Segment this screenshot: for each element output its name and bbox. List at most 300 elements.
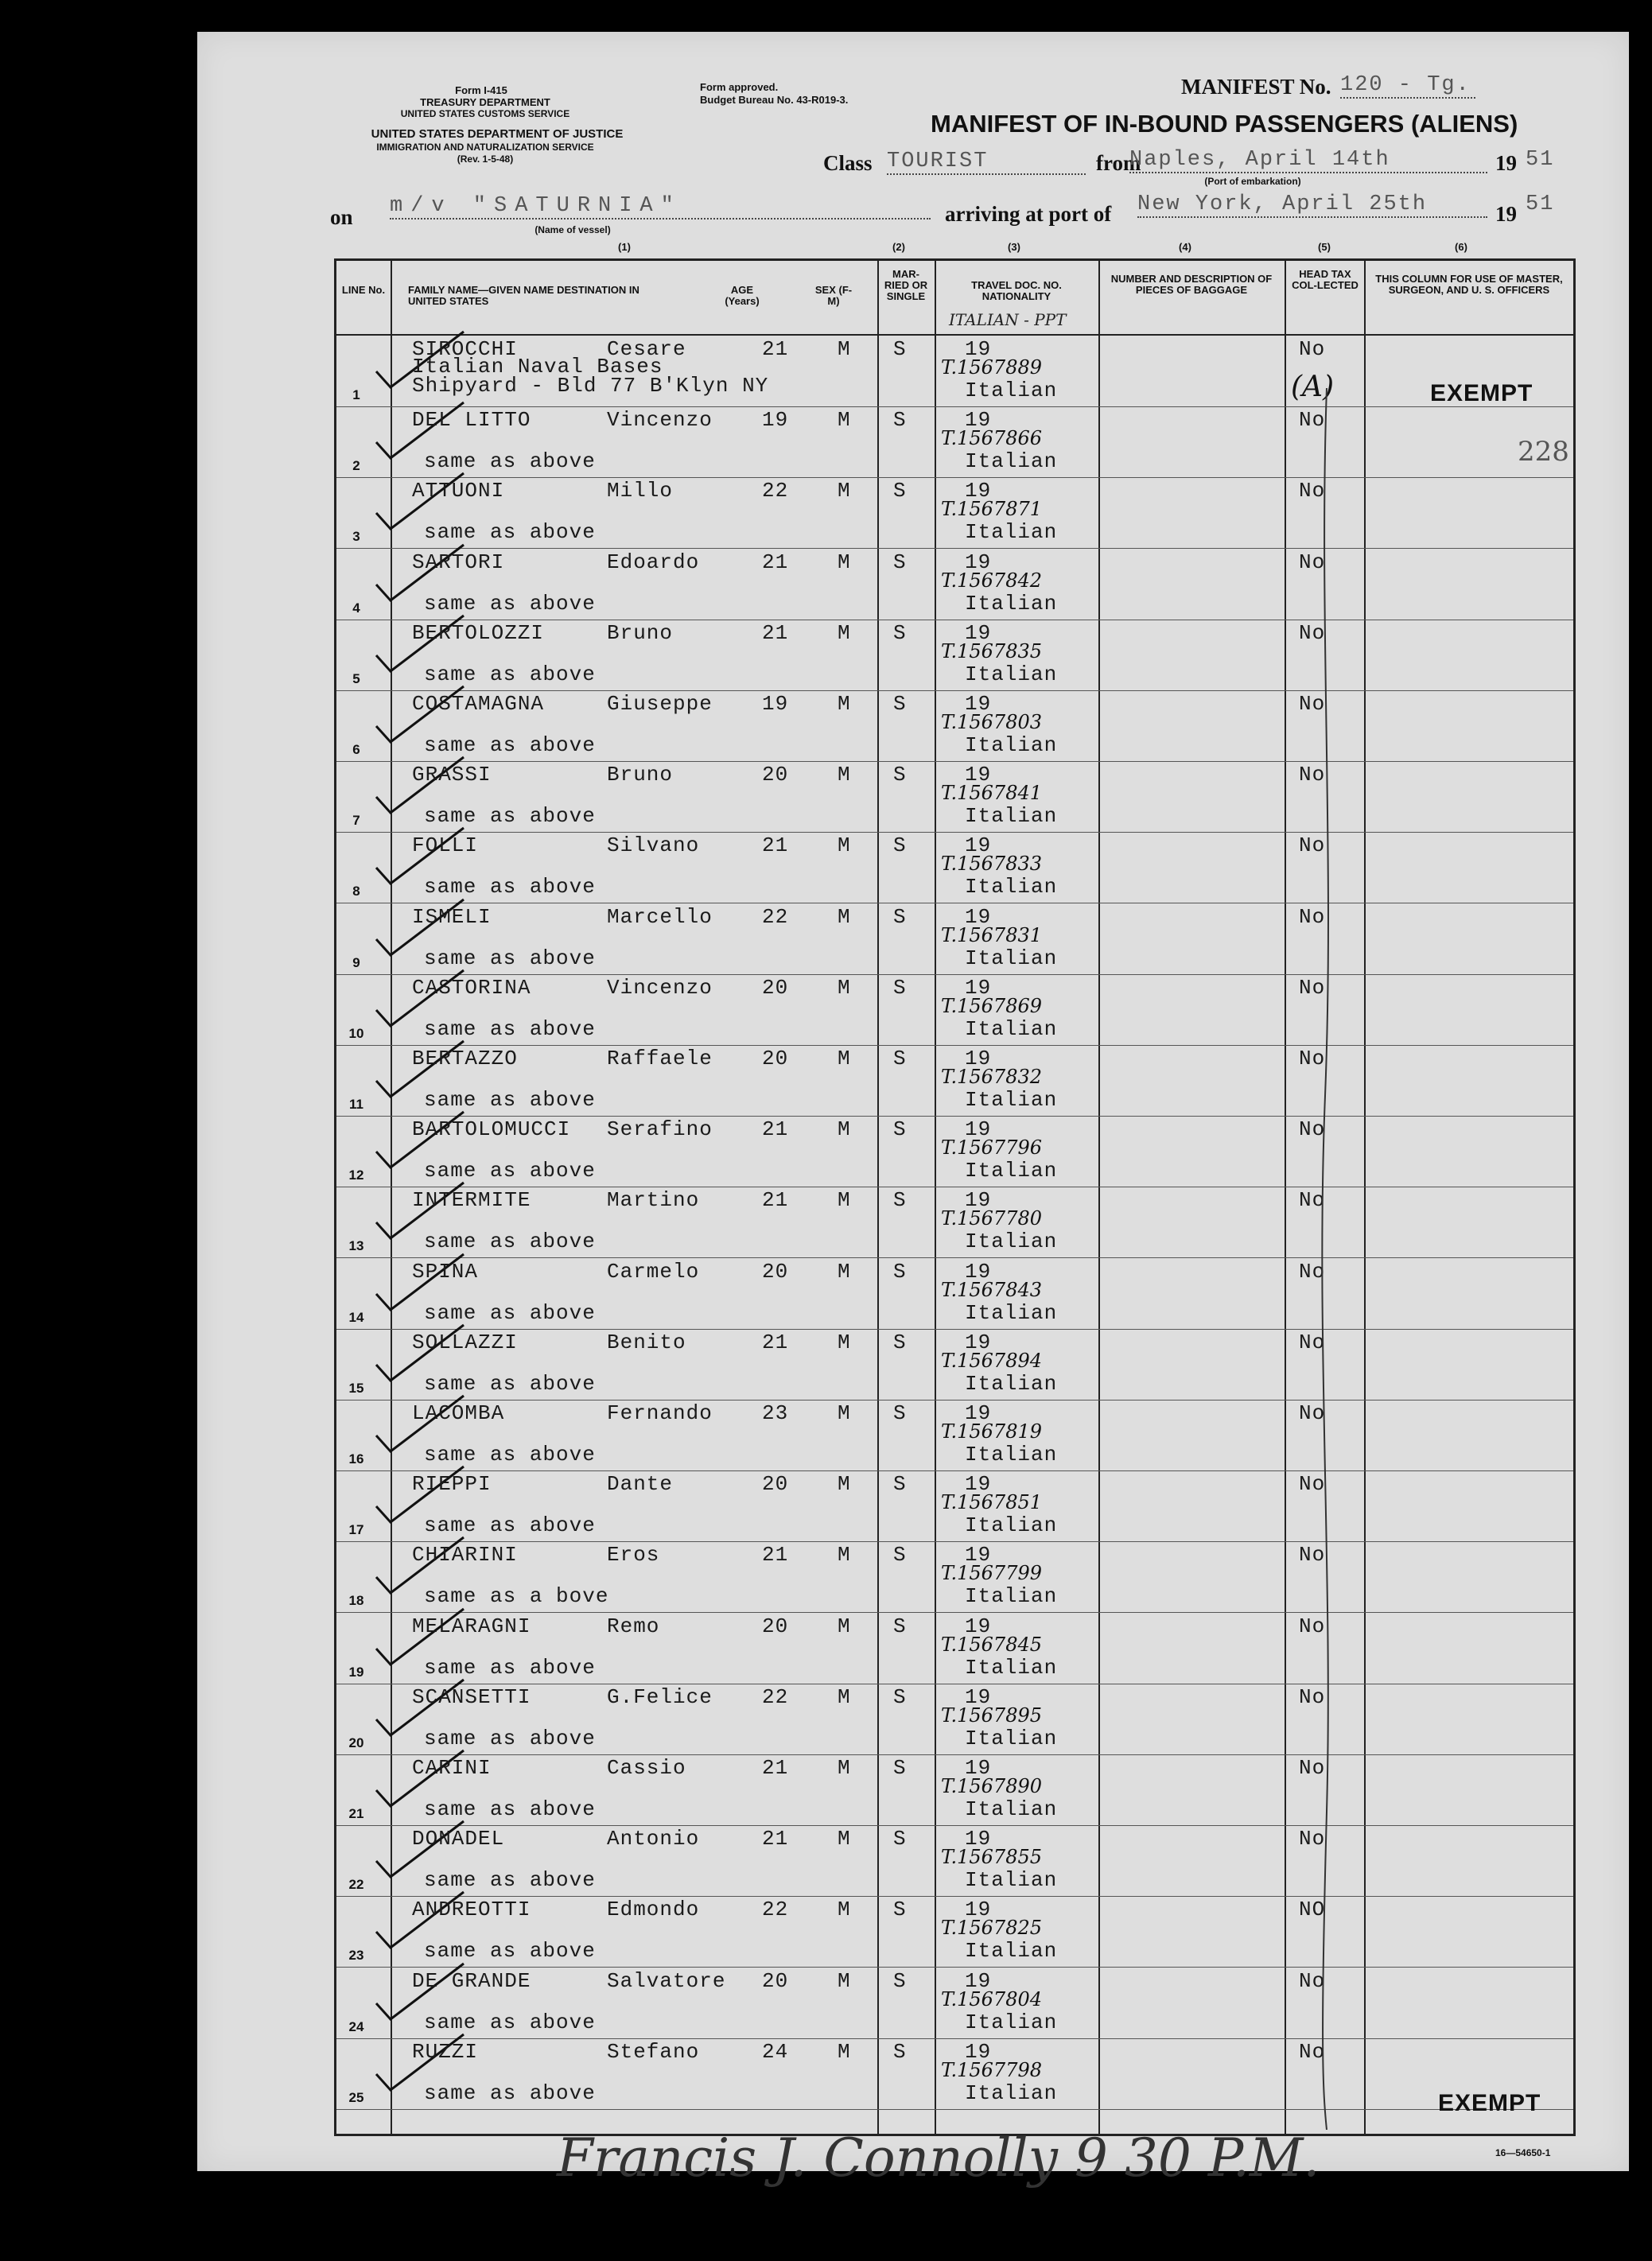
destination: Italian Naval Bases (412, 355, 663, 379)
nationality: Italian (965, 1300, 1058, 1325)
destination: same as above (424, 1939, 596, 1964)
given-name: G.Felice (607, 1684, 713, 1709)
line-number: 13 (348, 1238, 364, 1254)
marital-status: S (893, 1684, 907, 1709)
given-name: Millo (607, 479, 674, 503)
head-tax: No (1299, 620, 1326, 645)
marital-status: S (893, 408, 907, 433)
visa-year: 19 (965, 1614, 992, 1638)
surname: GRASSI (412, 763, 492, 787)
sex: M (838, 1898, 851, 1922)
surname: FOLLI (412, 833, 479, 858)
form-code: 16—54650-1 (1495, 2147, 1551, 2158)
head-tax: No (1299, 1047, 1326, 1070)
destination: same as a bove (424, 1584, 609, 1609)
head-tax: No (1299, 1756, 1326, 1780)
line-number: 16 (348, 1451, 364, 1467)
given-name: Silvano (607, 833, 700, 858)
nationality: Italian (965, 1584, 1058, 1609)
sex: M (838, 1117, 851, 1142)
head-tax: No (1299, 763, 1326, 787)
destination: same as above (424, 1300, 596, 1325)
col-number-2: (2) (892, 241, 905, 253)
head-tax: No (1299, 1614, 1326, 1638)
sex: M (838, 975, 851, 1000)
visa-year: 19 (965, 763, 992, 787)
table-row (336, 974, 1573, 1046)
surname: SARTORI (412, 550, 505, 574)
age: 20 (762, 1047, 789, 1070)
age: 20 (762, 763, 789, 787)
destination: same as above (424, 662, 596, 686)
marital-status: S (893, 1117, 907, 1142)
nationality: Italian (965, 875, 1058, 899)
given-name: Carmelo (607, 1259, 700, 1284)
on-label: on (330, 205, 353, 229)
table-row (336, 1541, 1573, 1613)
nationality: Italian (965, 591, 1058, 616)
surname: DEL LITTO (412, 408, 531, 433)
given-name: Fernando (607, 1401, 713, 1425)
passport-number: T.1567831 (941, 923, 1042, 946)
header-name: FAMILY NAME—GIVEN NAME DESTINATION IN UNITED STATES (408, 284, 639, 307)
destination: same as above (424, 804, 596, 829)
given-name: Cassio (607, 1756, 686, 1780)
destination: same as above (424, 1726, 596, 1750)
table-row (336, 1187, 1573, 1258)
line-number: 8 (352, 884, 360, 899)
table-row (336, 1754, 1573, 1826)
visa-year: 19 (965, 1188, 992, 1213)
budget-bureau: Budget Bureau No. 43-R019-3. (700, 94, 849, 106)
header-sex: SEX (F-M) (814, 284, 853, 307)
age: 21 (762, 833, 789, 858)
age: 20 (762, 1614, 789, 1638)
table-row (336, 1470, 1573, 1542)
surname: DE GRANDE (412, 1968, 531, 1993)
line-number: 11 (349, 1097, 363, 1112)
head-tax: No (1299, 1188, 1326, 1213)
header-head-tax: HEAD TAX COL-LECTED (1292, 268, 1359, 291)
marital-status: S (893, 620, 907, 645)
passenger-table (334, 258, 1576, 2136)
destination-line-2: Shipyard - Bld 77 B'Klyn NY (412, 374, 769, 398)
head-tax: No (1299, 1259, 1326, 1284)
passport-number: T.1567894 (941, 1349, 1042, 1372)
marital-status: S (893, 1898, 907, 1922)
from-label: from (1096, 151, 1141, 175)
vessel-caption: (Name of vessel) (534, 224, 611, 235)
destination: same as above (424, 875, 596, 899)
surname: CARINI (412, 1756, 492, 1780)
visa-year: 19 (965, 1684, 992, 1709)
nationality: Italian (965, 1088, 1058, 1112)
destination: same as above (424, 2010, 596, 2034)
sex: M (838, 1472, 851, 1497)
line-number: 17 (348, 1522, 364, 1538)
head-tax: No (1299, 479, 1326, 503)
surname: SCANSETTI (412, 1684, 531, 1709)
nationality: Italian (965, 1726, 1058, 1750)
given-name: Vincenzo (607, 408, 713, 433)
year-1: 51 (1526, 148, 1555, 172)
line-number: 14 (348, 1309, 364, 1325)
sex: M (838, 1756, 851, 1780)
header-baggage: NUMBER AND DESCRIPTION OF PIECES OF BAGGAGE (1110, 273, 1273, 296)
table-row (336, 1613, 1573, 1684)
table-row (336, 1684, 1573, 1755)
head-tax: No (1299, 975, 1326, 1000)
header-officers: THIS COLUMN FOR USE OF MASTER, SURGEON, AND U. S. OFFICERS (1375, 273, 1563, 296)
table-row (336, 1258, 1573, 1330)
nationality: Italian (965, 1371, 1058, 1396)
age: 24 (762, 2039, 789, 2064)
line-number: 19 (348, 1664, 364, 1680)
head-tax: No (1299, 1401, 1326, 1425)
given-name: Antonio (607, 1827, 700, 1851)
destination: same as above (424, 1159, 596, 1183)
marital-status: S (893, 1756, 907, 1780)
head-tax: NO (1299, 1898, 1326, 1922)
given-name: Benito (607, 1330, 686, 1354)
passport-number: T.1567780 (941, 1207, 1042, 1230)
form-approved: Form approved. (700, 81, 779, 93)
age: 21 (762, 1117, 789, 1142)
visa-year: 19 (965, 904, 992, 929)
destination: same as above (424, 520, 596, 545)
passport-number: T.1567796 (941, 1136, 1042, 1160)
col-number-6: (6) (1455, 241, 1467, 253)
line-number: 24 (348, 2018, 364, 2034)
nationality: Italian (965, 946, 1058, 970)
arriving-label: arriving at port of (945, 202, 1112, 226)
age: 20 (762, 1968, 789, 1993)
line-number: 3 (352, 529, 360, 545)
head-tax: No (1299, 408, 1326, 433)
number-228: 228 (1518, 436, 1569, 468)
nationality: Italian (965, 2010, 1058, 2034)
visa-year: 19 (965, 1472, 992, 1497)
given-name: Bruno (607, 620, 674, 645)
nationality: Italian (965, 662, 1058, 686)
age: 19 (762, 408, 789, 433)
nationality: Italian (965, 1016, 1058, 1041)
table-row (336, 1896, 1573, 1968)
head-tax: No (1299, 1968, 1326, 1993)
passport-number: T.1567799 (941, 1562, 1042, 1585)
table-row (336, 2038, 1573, 2110)
immigration-service: IMMIGRATION AND NATURALIZATION SERVICE (376, 142, 594, 153)
table-row (336, 832, 1573, 903)
marital-status: S (893, 1472, 907, 1497)
col-number-3: (3) (1008, 241, 1020, 253)
surname: ISMELI (412, 904, 492, 929)
head-tax: No (1299, 1827, 1326, 1851)
line-number: 1 (352, 387, 360, 402)
head-tax: No (1299, 692, 1326, 716)
age: 22 (762, 904, 789, 929)
visa-year: 19 (965, 620, 992, 645)
table-row (336, 1400, 1573, 1471)
sex: M (838, 1401, 851, 1425)
marital-status: S (893, 1543, 907, 1568)
age: 22 (762, 1898, 789, 1922)
given-name: Dante (607, 1472, 674, 1497)
marital-status: S (893, 2039, 907, 2064)
sex: M (838, 337, 851, 361)
line-number: 6 (352, 742, 360, 757)
visa-year: 19 (965, 479, 992, 503)
sex: M (838, 620, 851, 645)
marital-status: S (893, 550, 907, 574)
passport-number: T.1567871 (941, 498, 1042, 521)
passport-number: T.1567833 (941, 853, 1042, 876)
nationality: Italian (965, 804, 1058, 829)
table-row (336, 1045, 1573, 1117)
given-name: Giuseppe (607, 692, 713, 716)
visa-year: 19 (965, 1047, 992, 1070)
passport-number: T.1567798 (941, 2058, 1042, 2081)
passport-number: T.1567866 (941, 427, 1042, 450)
age: 21 (762, 1756, 789, 1780)
header-married: MAR-RIED OR SINGLE (884, 268, 928, 302)
age: 21 (762, 620, 789, 645)
surname: RUZZI (412, 2039, 479, 2064)
visa-year: 19 (965, 692, 992, 716)
nationality: Italian (965, 1159, 1058, 1183)
header-line-no: LINE No. (341, 284, 386, 296)
table-row (336, 336, 1573, 407)
head-tax: No (1299, 904, 1326, 929)
year-prefix-2: 19 (1495, 202, 1517, 226)
col-number-1: (1) (618, 241, 631, 253)
marital-status: S (893, 1047, 907, 1070)
given-name: Cesare (607, 337, 686, 361)
exempt-stamp-top: EXEMPT (1430, 380, 1533, 406)
destination: same as above (424, 733, 596, 757)
passport-number: T.1567832 (941, 1066, 1042, 1088)
marital-status: S (893, 1401, 907, 1425)
surname: CHIARINI (412, 1543, 518, 1568)
table-row (336, 1329, 1573, 1400)
age: 21 (762, 1188, 789, 1213)
form-number: Form I-415 (455, 84, 507, 96)
passport-number: T.1567835 (941, 639, 1042, 662)
sex: M (838, 1188, 851, 1213)
marital-status: S (893, 1614, 907, 1638)
port-of-embarkation: Naples, April 14th (1129, 148, 1487, 173)
age: 20 (762, 1472, 789, 1497)
visa-year: 19 (965, 1898, 992, 1922)
age: 22 (762, 1684, 789, 1709)
passport-number: T.1567842 (941, 569, 1042, 592)
sex: M (838, 1827, 851, 1851)
surname: SPINA (412, 1259, 479, 1284)
customs-service: UNITED STATES CUSTOMS SERVICE (400, 108, 570, 119)
given-name: Martino (607, 1188, 700, 1213)
sex: M (838, 1684, 851, 1709)
surname: ATTUONI (412, 479, 505, 503)
passport-number: T.1567841 (941, 782, 1042, 805)
marital-status: S (893, 1259, 907, 1284)
marital-status: S (893, 1188, 907, 1213)
arrival-port: New York, April 25th (1137, 192, 1487, 218)
marital-status: S (893, 337, 907, 361)
visa-year: 19 (965, 1827, 992, 1851)
head-tax: No (1299, 833, 1326, 858)
manifest-label: MANIFEST No. (1181, 75, 1331, 99)
given-name: Edmondo (607, 1898, 700, 1922)
visa-year: 19 (965, 1330, 992, 1354)
marital-status: S (893, 1827, 907, 1851)
table-row (336, 1825, 1573, 1897)
form-revision: (Rev. 1-5-48) (457, 153, 514, 165)
line-number: 21 (348, 1806, 364, 1821)
visa-year: 19 (965, 1543, 992, 1568)
sex: M (838, 550, 851, 574)
given-name: Edoardo (607, 550, 700, 574)
table-row (336, 903, 1573, 975)
visa-year: 19 (965, 1756, 992, 1780)
port-caption: (Port of embarkation) (1204, 176, 1301, 187)
age: 23 (762, 1401, 789, 1425)
surname: BARTOLOMUCCI (412, 1117, 571, 1142)
destination: same as above (424, 1016, 596, 1041)
table-row (336, 406, 1573, 478)
sex: M (838, 1259, 851, 1284)
head-tax: No (1299, 1117, 1326, 1142)
surname: DONADEL (412, 1827, 505, 1851)
passport-number: T.1567825 (941, 1917, 1042, 1940)
header-travel-doc: TRAVEL DOC. NO. NATIONALITY (971, 279, 1062, 302)
given-name: Vincenzo (607, 975, 713, 1000)
nationality: Italian (965, 1655, 1058, 1680)
head-tax: No (1299, 550, 1326, 574)
destination: same as above (424, 1868, 596, 1893)
circled-a: (A) (1291, 371, 1335, 403)
table-row (336, 549, 1573, 620)
age: 22 (762, 479, 789, 503)
head-tax: No (1299, 2039, 1326, 2064)
given-name: Bruno (607, 763, 674, 787)
table-row (336, 690, 1573, 762)
passport-number: T.1567855 (941, 1846, 1042, 1869)
table-row (336, 761, 1573, 833)
table-row (336, 1116, 1573, 1187)
nationality: Italian (965, 449, 1058, 474)
class-label: Class (823, 151, 873, 175)
line-number: 5 (352, 670, 360, 686)
header-travel-note: ITALIAN - PPT (949, 310, 1067, 329)
passenger-rows (336, 336, 1573, 2134)
destination: same as above (424, 1655, 596, 1680)
sex: M (838, 479, 851, 503)
surname: CASTORINA (412, 975, 531, 1000)
sex: M (838, 1543, 851, 1568)
line-number: 25 (348, 2089, 364, 2105)
passport-number: T.1567895 (941, 1704, 1042, 1727)
visa-year: 19 (965, 550, 992, 574)
line-number: 22 (348, 1877, 364, 1893)
age: 21 (762, 550, 789, 574)
surname: INTERMITE (412, 1188, 531, 1213)
sex: M (838, 904, 851, 929)
head-tax-ditto-line (1303, 380, 1351, 2130)
col-number-5: (5) (1318, 241, 1331, 253)
destination: same as above (424, 1797, 596, 1821)
destination: same as above (424, 591, 596, 616)
destination: same as above (424, 1230, 596, 1254)
given-name: Serafino (607, 1117, 713, 1142)
passport-number: T.1567869 (941, 994, 1042, 1017)
marital-status: S (893, 1968, 907, 1993)
line-number: 9 (352, 954, 360, 970)
head-tax: No (1299, 1330, 1326, 1354)
nationality: Italian (965, 1443, 1058, 1467)
age: 19 (762, 692, 789, 716)
sex: M (838, 763, 851, 787)
line-number: 2 (352, 458, 360, 474)
nationality: Italian (965, 1230, 1058, 1254)
sex: M (838, 2039, 851, 2064)
surname: LACOMBA (412, 1401, 505, 1425)
line-number: 10 (348, 1025, 364, 1041)
line-number: 20 (348, 1735, 364, 1750)
age: 21 (762, 1543, 789, 1568)
treasury-department: TREASURY DEPARTMENT (420, 96, 550, 108)
line-number: 7 (352, 813, 360, 829)
marital-status: S (893, 833, 907, 858)
table-row (336, 1968, 1573, 2039)
visa-year: 19 (965, 408, 992, 433)
line-number: 12 (348, 1167, 364, 1183)
destination: same as above (424, 449, 596, 474)
nationality: Italian (965, 1513, 1058, 1538)
sex: M (838, 833, 851, 858)
table-row (336, 620, 1573, 691)
head-tax: No (1299, 1684, 1326, 1709)
sex: M (838, 1968, 851, 1993)
passport-number: T.1567843 (941, 1278, 1042, 1301)
sex: M (838, 1614, 851, 1638)
nationality: Italian (965, 1797, 1058, 1821)
visa-year: 19 (965, 975, 992, 1000)
surname: SIROCCHI (412, 337, 518, 361)
year-2: 51 (1526, 192, 1555, 216)
year-prefix-1: 19 (1495, 151, 1517, 175)
marital-status: S (893, 763, 907, 787)
given-name: Raffaele (607, 1047, 713, 1070)
surname: BERTAZZO (412, 1047, 518, 1070)
head-tax: No (1299, 1472, 1326, 1497)
nationality: Italian (965, 520, 1058, 545)
destination: same as above (424, 946, 596, 970)
destination: same as above (424, 1371, 596, 1396)
marital-status: S (893, 975, 907, 1000)
line-number: 15 (348, 1380, 364, 1396)
given-name: Remo (607, 1614, 660, 1638)
nationality: Italian (965, 1939, 1058, 1964)
marital-status: S (893, 479, 907, 503)
age: 21 (762, 1330, 789, 1354)
col-number-4: (4) (1179, 241, 1191, 253)
marital-status: S (893, 904, 907, 929)
passport-number: T.1567819 (941, 1420, 1042, 1443)
surname: BERTOLOZZI (412, 620, 545, 645)
given-name: Marcello (607, 904, 713, 929)
passport-number: T.1567890 (941, 1775, 1042, 1797)
sex: M (838, 692, 851, 716)
